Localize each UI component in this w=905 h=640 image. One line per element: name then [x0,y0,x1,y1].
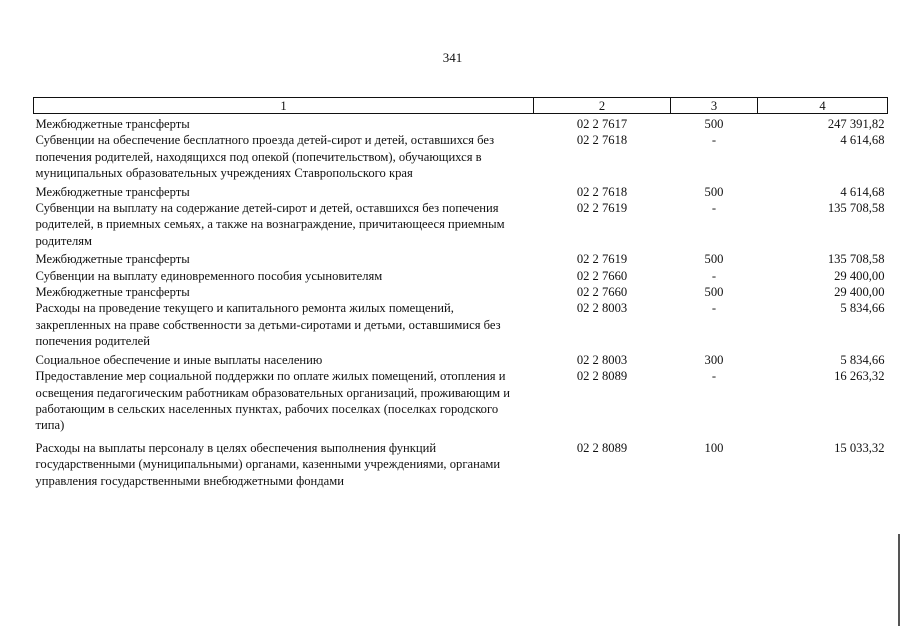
table-row [34,300,888,349]
row-type: 100 [704,440,724,455]
row-sum: 4 614,68 [840,133,885,148]
row-name: Межбюджетные трансферты [35,285,190,300]
page-number: 341 [442,50,463,65]
row-code: 02 2 7618 [576,133,628,148]
row-code: 02 2 8003 [576,301,628,316]
table-row [34,249,888,267]
row-code: 02 2 7660 [576,268,628,283]
table-row [34,434,888,489]
row-name: Межбюджетные трансферты [35,117,190,131]
column-header-4: 4 [758,98,888,114]
scan-edge-line [898,534,900,626]
row-sum: 135 708,58 [827,201,885,216]
table-row [34,350,888,368]
row-code: 02 2 8089 [576,440,628,455]
row-code: 02 2 7617 [576,117,628,131]
row-sum: 16 263,32 [834,369,885,384]
row-type: - [711,268,717,283]
row-sum: 4 614,68 [840,184,885,199]
row-name: Расходы на выплаты персоналу в целях обеспечения выполнения функций государственными (муниципальными) органами, казенными учреждениями, органами управления государственными внебюджетными фондами [35,440,501,488]
row-type: 300 [704,352,724,367]
row-type: 500 [704,184,724,199]
table-row [34,182,888,200]
row-code: 02 2 7619 [576,252,628,267]
row-type: 500 [704,117,724,131]
row-code: 02 2 7660 [576,285,628,300]
table-row [34,268,888,284]
row-sum: 5 834,66 [840,301,885,316]
row-sum: 29 400,00 [834,268,885,283]
column-header-1: 1 [34,98,534,114]
row-name: Межбюджетные трансферты [35,252,190,267]
row-name: Социальное обеспечение и иные выплаты населению [35,352,323,367]
row-sum: 247 391,82 [827,117,885,131]
row-code: 02 2 7618 [576,184,628,199]
row-name: Субвенции на обеспечение бесплатного проезда детей-сирот и детей, оставшихся без попечения родителей, находящихся под опекой (попечительством), обучающихся в муниципальных образовательных учреждениях Ставропольского края [35,133,495,181]
row-sum: 135 708,58 [827,252,885,267]
row-type: - [711,133,717,148]
row-sum: 15 033,32 [834,440,885,455]
row-name: Субвенции на выплату на содержание детей-сирот и детей, оставшихся без попечения родителей, в приемных семьях, а также на вознаграждение, причитающееся приемным родителям [35,201,505,248]
row-sum: 5 834,66 [840,352,885,367]
row-name: Предоставление мер социальной поддержки по оплате жилых помещений, отопления и освещения педагогическим работникам образовательных организаций, проживающим и работающим в сельских населенных пунктах, рабочих поселках (поселках городского типа) [35,369,510,433]
row-code: 02 2 7619 [576,201,628,216]
row-type: 500 [704,285,724,300]
row-name: Межбюджетные трансферты [35,184,190,199]
row-type: 500 [704,252,724,267]
budget-table [33,97,888,489]
row-code: 02 2 8003 [576,352,628,367]
column-header-3: 3 [671,98,758,114]
table-row [34,200,888,249]
column-header-2: 2 [534,98,671,114]
table-row [34,368,888,434]
row-name: Расходы на проведение текущего и капитального ремонта жилых помещений, закрепленных на праве собственности за детьми-сиротами и детьми, оставшимися без попечения родителей [35,301,501,349]
row-type: - [711,369,717,384]
table-row [34,132,888,181]
row-type: - [711,201,717,216]
row-name: Субвенции на выплату единовременного пособия усыновителям [35,268,383,283]
row-code: 02 2 8089 [576,369,628,384]
table-header-row [34,98,888,114]
table-row [34,114,888,133]
table-row [34,284,888,300]
row-sum: 29 400,00 [834,285,885,300]
row-type: - [711,301,717,316]
